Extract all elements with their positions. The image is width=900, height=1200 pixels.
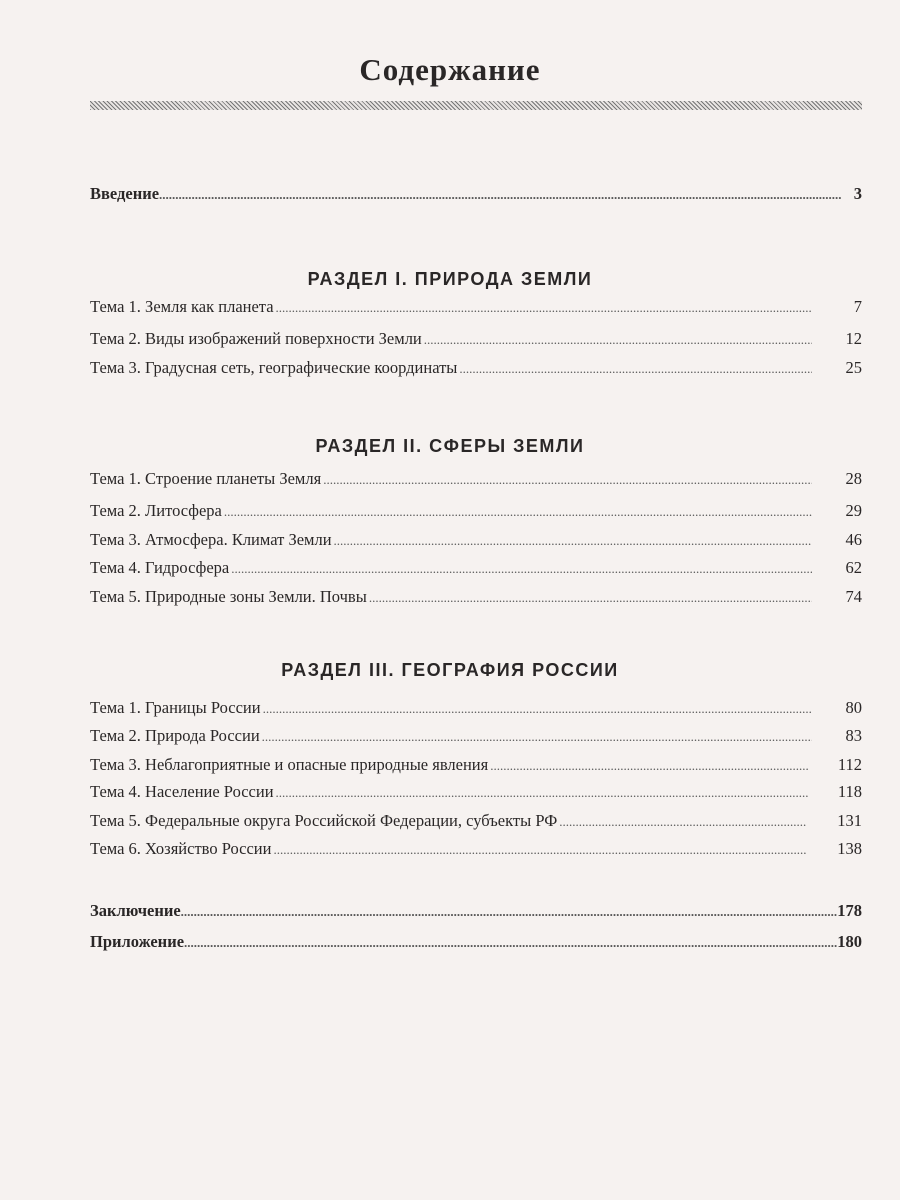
- section-heading: РАЗДЕЛ III. ГЕОГРАФИЯ РОССИИ: [281, 660, 619, 680]
- leader-dots: [369, 590, 812, 606]
- entry-page: 118: [837, 782, 862, 801]
- toc-entry[interactable]: [90, 811, 862, 831]
- entry-label: Тема 3. Градусная сеть, географические координаты: [90, 358, 458, 377]
- entry-page: 131: [837, 811, 862, 830]
- leader-dots: [231, 561, 812, 577]
- toc-entry[interactable]: [90, 698, 862, 718]
- leader-dots: [262, 729, 812, 745]
- toc-entry[interactable]: [90, 839, 862, 859]
- entry-page: 25: [845, 358, 862, 377]
- toc-entry-appendix[interactable]: [90, 932, 862, 952]
- hatched-divider: [90, 101, 862, 110]
- toc-entry[interactable]: [90, 755, 862, 775]
- entry-page: 12: [845, 329, 862, 348]
- entry-label: Тема 3. Неблагоприятные и опасные природные явления: [90, 755, 489, 774]
- entry-label: Тема 1. Границы России: [90, 698, 261, 717]
- entry-page: 74: [845, 587, 862, 606]
- entry-label: Тема 3. Атмосфера. Климат Земли: [90, 530, 332, 549]
- leader-dots: [459, 361, 812, 377]
- entry-label: Тема 5. Природные зоны Земли. Почвы: [90, 587, 367, 606]
- entry-label: Тема 2. Виды изображений поверхности Земли: [90, 329, 422, 348]
- entry-label: Тема 2. Природа России: [90, 726, 260, 745]
- entry-label: Тема 5. Федеральные округа Российской Федерации, субъекты РФ: [90, 811, 558, 830]
- entry-page: 62: [845, 558, 862, 577]
- leader-dots: [263, 701, 812, 717]
- leader-dots: [181, 904, 838, 920]
- entry-page: 28: [845, 469, 862, 488]
- entry-page: 180: [837, 932, 862, 951]
- section-heading: РАЗДЕЛ II. СФЕРЫ ЗЕМЛИ: [315, 436, 585, 456]
- entry-page: 80: [845, 698, 862, 717]
- entry-page: 138: [837, 839, 862, 858]
- toc-entry-intro[interactable]: [90, 184, 862, 204]
- entry-label: Приложение: [90, 932, 185, 951]
- leader-dots: [184, 935, 837, 951]
- leader-dots: [273, 842, 807, 858]
- toc-entry[interactable]: [90, 782, 862, 802]
- page-title: Содержание: [359, 52, 541, 87]
- leader-dots: [159, 187, 842, 203]
- leader-dots: [224, 504, 812, 520]
- entry-page: 178: [837, 901, 862, 920]
- entry-label: Тема 4. Население России: [90, 782, 274, 801]
- toc-entry[interactable]: [90, 587, 862, 607]
- toc-entry[interactable]: [90, 558, 862, 578]
- entry-label: Тема 1. Строение планеты Земля: [90, 469, 322, 488]
- leader-dots: [276, 785, 808, 801]
- section-heading: РАЗДЕЛ I. ПРИРОДА ЗЕМЛИ: [307, 269, 593, 289]
- toc-entry[interactable]: [90, 726, 862, 746]
- entry-page: 112: [837, 755, 862, 774]
- entry-page: 83: [845, 726, 862, 745]
- leader-dots: [276, 300, 812, 316]
- toc-entry[interactable]: [90, 358, 862, 378]
- toc-entry-conclusion[interactable]: [90, 901, 862, 921]
- entry-label: Тема 1. Земля как планета: [90, 297, 274, 316]
- leader-dots: [559, 814, 807, 830]
- entry-page: 3: [853, 184, 862, 203]
- entry-page: 46: [845, 530, 862, 549]
- leader-dots: [334, 533, 812, 549]
- toc-entry[interactable]: [90, 530, 862, 550]
- toc-entry[interactable]: [90, 297, 862, 317]
- leader-dots: [424, 332, 812, 348]
- entry-label: Тема 2. Литосфера: [90, 501, 222, 520]
- entry-label: Введение: [90, 184, 160, 203]
- leader-dots: [490, 758, 808, 774]
- toc-entry[interactable]: [90, 329, 862, 349]
- toc-entry[interactable]: [90, 469, 862, 489]
- entry-page: 29: [845, 501, 862, 520]
- entry-page: 7: [853, 297, 862, 316]
- entry-label: Тема 6. Хозяйство России: [90, 839, 272, 858]
- entry-label: Тема 4. Гидросфера: [90, 558, 230, 577]
- leader-dots: [323, 472, 812, 488]
- toc-entry[interactable]: [90, 501, 862, 521]
- entry-label: Заключение: [90, 901, 181, 920]
